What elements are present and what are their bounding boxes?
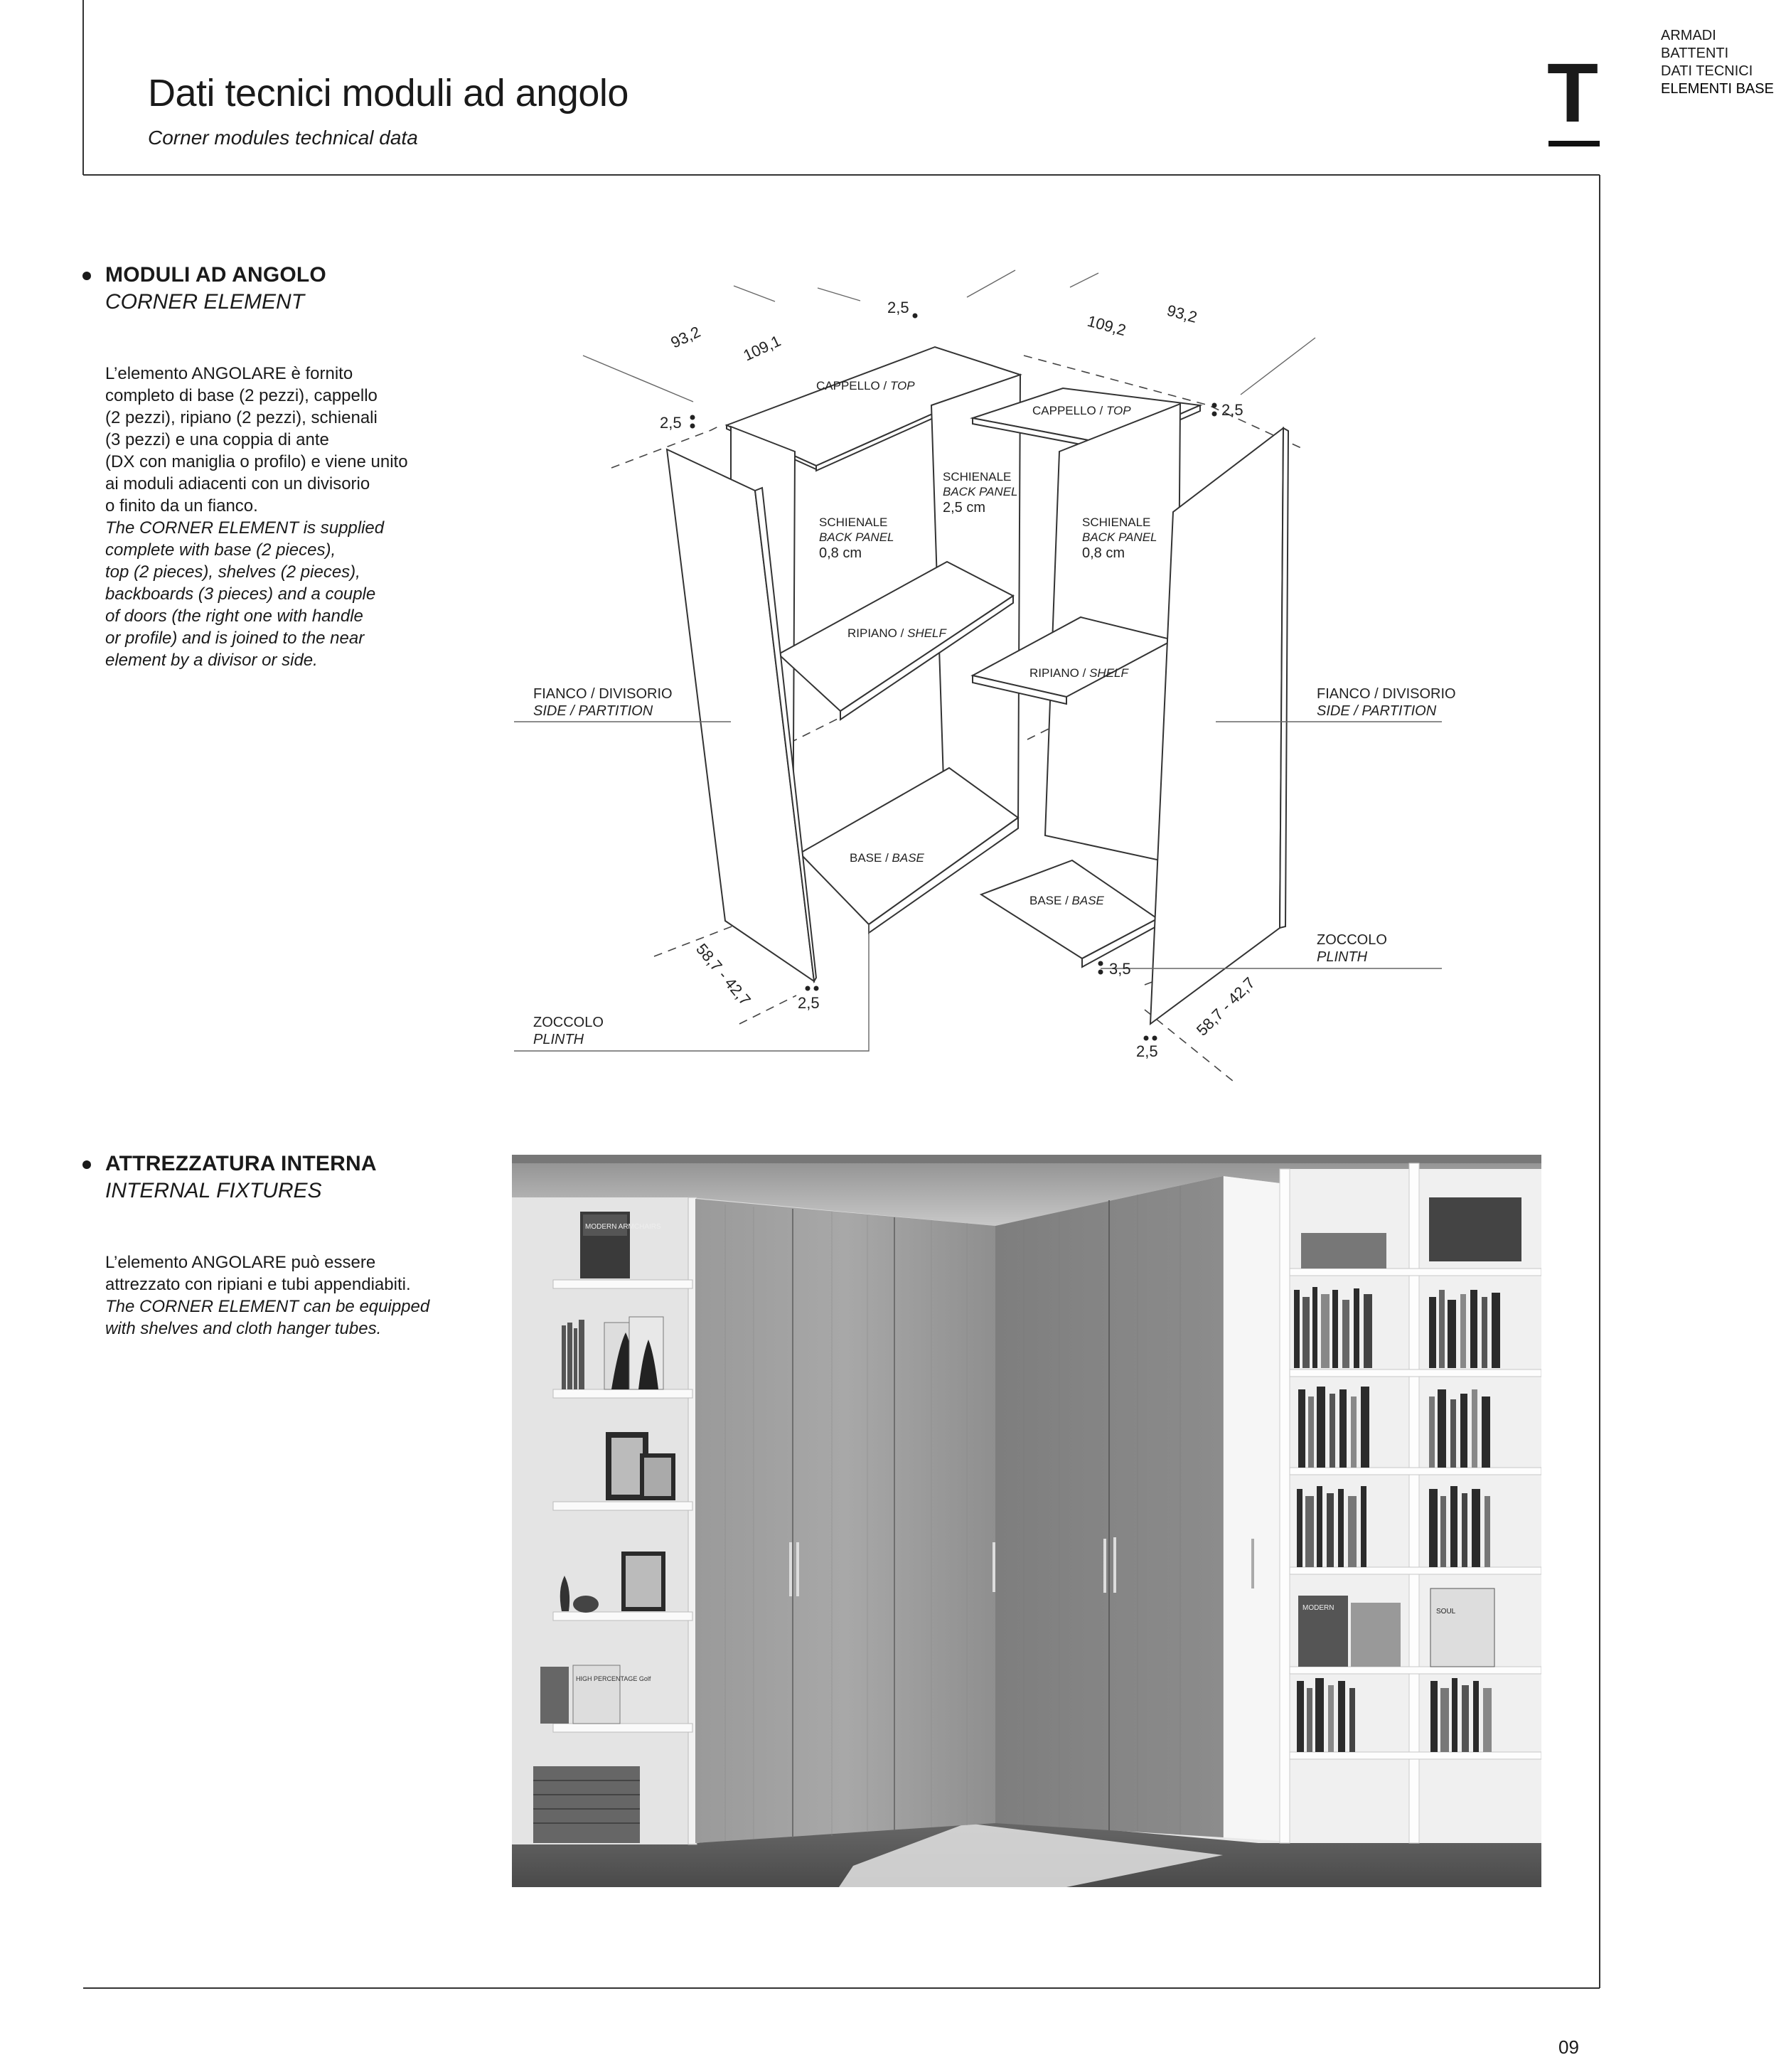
section2-subheading: INTERNAL FIXTURES <box>105 1179 322 1202</box>
label-ripiano-left <box>847 626 947 640</box>
dim-93-right: 93,2 <box>1165 301 1199 326</box>
dim-25-rightside: 2,5 <box>1221 401 1243 419</box>
page-number: 09 <box>1558 2036 1579 2058</box>
section1-subheading: CORNER ELEMENT <box>105 290 305 314</box>
section-tab-letter: T <box>1547 46 1599 140</box>
section2-body <box>105 1251 503 1340</box>
svg-text:CAPPELLO / TOP: CAPPELLO / TOP <box>816 379 915 392</box>
tab-underline <box>1548 141 1600 146</box>
svg-text:ZOCCOLO: ZOCCOLO <box>533 1015 604 1030</box>
text-line: The CORNER ELEMENT can be equipped <box>105 1297 430 1316</box>
dim-93-left: 93,2 <box>668 322 703 352</box>
label-zoccolo-right <box>1317 932 1387 965</box>
dim-587-right: 58,7 - 42,7 <box>1192 973 1258 1040</box>
svg-text:SCHIENALE: SCHIENALE <box>819 516 888 529</box>
page-subtitle: Corner modules technical data <box>148 127 418 149</box>
svg-text:PLINTH: PLINTH <box>1317 949 1368 965</box>
svg-text:BACK PANEL: BACK PANEL <box>943 485 1018 498</box>
nav-item-armadi[interactable]: ARMADI <box>1661 28 1716 43</box>
section2-bullet <box>82 1160 91 1169</box>
svg-text:SCHIENALE: SCHIENALE <box>943 470 1012 484</box>
svg-text:SIDE / PARTITION: SIDE / PARTITION <box>1317 703 1437 719</box>
svg-text:FIANCO / DIVISORIO: FIANCO / DIVISORIO <box>1317 686 1456 702</box>
svg-text:PLINTH: PLINTH <box>533 1032 584 1047</box>
svg-text:0,8 cm: 0,8 cm <box>1082 545 1125 561</box>
text-line: with shelves and cloth hanger tubes. <box>105 1319 382 1338</box>
nav-item-dati-tecnici[interactable]: DATI TECNICI <box>1661 63 1753 79</box>
text-line: (DX con maniglia o profilo) e viene unito <box>105 452 408 471</box>
dim-35: 3,5 <box>1109 960 1131 978</box>
svg-text:BASE / BASE: BASE / BASE <box>1029 894 1104 907</box>
svg-text:SCHIENALE: SCHIENALE <box>1082 516 1151 529</box>
svg-text:CAPPELLO / TOP: CAPPELLO / TOP <box>1032 404 1131 417</box>
text-line: attrezzato con ripiani e tubi appendiabiti. <box>105 1275 411 1294</box>
label-base-left <box>850 851 925 865</box>
section1-body <box>105 363 461 671</box>
side-navigation <box>1661 27 1774 98</box>
svg-text:RIPIANO / SHELF: RIPIANO / SHELF <box>1029 666 1128 680</box>
label-fianco-left <box>533 686 673 719</box>
svg-text:RIPIANO / SHELF: RIPIANO / SHELF <box>847 626 946 640</box>
text-line: or profile) and is joined to the near <box>105 629 365 648</box>
corner-module-diagram <box>498 263 1521 1102</box>
svg-text:0,8 cm: 0,8 cm <box>819 545 862 561</box>
label-fianco-right <box>1317 686 1456 719</box>
text-line: (2 pezzi), ripiano (2 pezzi), schienali <box>105 408 378 427</box>
svg-text:BACK PANEL: BACK PANEL <box>819 530 894 544</box>
text-line: top (2 pieces), shelves (2 pieces), <box>105 562 360 582</box>
text-line: ai moduli adiacenti con un divisorio <box>105 474 370 493</box>
dim-25-top: 2,5 <box>887 299 909 316</box>
text-line: of doors (the right one with handle <box>105 607 363 626</box>
dim-109-left: 109,1 <box>740 331 784 365</box>
text-line: L’elemento ANGOLARE è fornito <box>105 364 353 383</box>
section1-bullet <box>82 272 91 280</box>
label-zoccolo-left <box>533 1015 604 1047</box>
dim-25-leftside: 2,5 <box>660 414 682 432</box>
label-cappello-left <box>816 379 915 392</box>
label-ripiano-right <box>1029 666 1129 680</box>
book-title: MODERN <box>1302 1604 1334 1612</box>
text-line: element by a divisor or side. <box>105 651 318 670</box>
svg-text:2,5 cm: 2,5 cm <box>943 500 986 516</box>
text-line: completo di base (2 pezzi), cappello <box>105 386 378 405</box>
svg-text:BACK PANEL: BACK PANEL <box>1082 530 1157 544</box>
text-line: o finito da un fianco. <box>105 496 258 516</box>
dim-109-right: 109,2 <box>1085 311 1128 340</box>
dim-25-bottom-left: 2,5 <box>798 994 820 1012</box>
section2-heading: ATTREZZATURA INTERNA <box>105 1152 377 1175</box>
svg-text:FIANCO / DIVISORIO: FIANCO / DIVISORIO <box>533 686 673 702</box>
label-schienale-left <box>819 516 894 561</box>
book-title: HIGH PERCENTAGE Golf <box>576 1675 651 1682</box>
text-line: The CORNER ELEMENT is supplied <box>105 518 385 538</box>
nav-item-elementi-base[interactable]: ELEMENTI BASE <box>1661 81 1774 97</box>
svg-text:BASE / BASE: BASE / BASE <box>850 851 924 865</box>
book-title: MODERN ARMCHAIRS <box>585 1223 661 1231</box>
label-base-right <box>1029 894 1105 907</box>
text-line: L’elemento ANGOLARE può essere <box>105 1253 376 1272</box>
section1-heading: MODULI AD ANGOLO <box>105 263 326 287</box>
svg-text:ZOCCOLO: ZOCCOLO <box>1317 932 1387 948</box>
text-line: backboards (3 pieces) and a couple <box>105 584 376 604</box>
dim-25-bottom-right: 2,5 <box>1136 1042 1158 1060</box>
nav-item-battenti[interactable]: BATTENTI <box>1661 46 1729 61</box>
text-line: (3 pezzi) e una coppia di ante <box>105 430 329 449</box>
text-line: complete with base (2 pieces), <box>105 540 336 560</box>
wardrobe-photo <box>512 1155 1541 1887</box>
svg-text:SIDE / PARTITION: SIDE / PARTITION <box>533 703 653 719</box>
dim-587-left: 58,7 - 42,7 <box>692 940 754 1009</box>
book-title: SOUL <box>1436 1608 1456 1616</box>
page-title: Dati tecnici moduli ad angolo <box>148 72 628 114</box>
label-cappello-right <box>1032 404 1131 417</box>
